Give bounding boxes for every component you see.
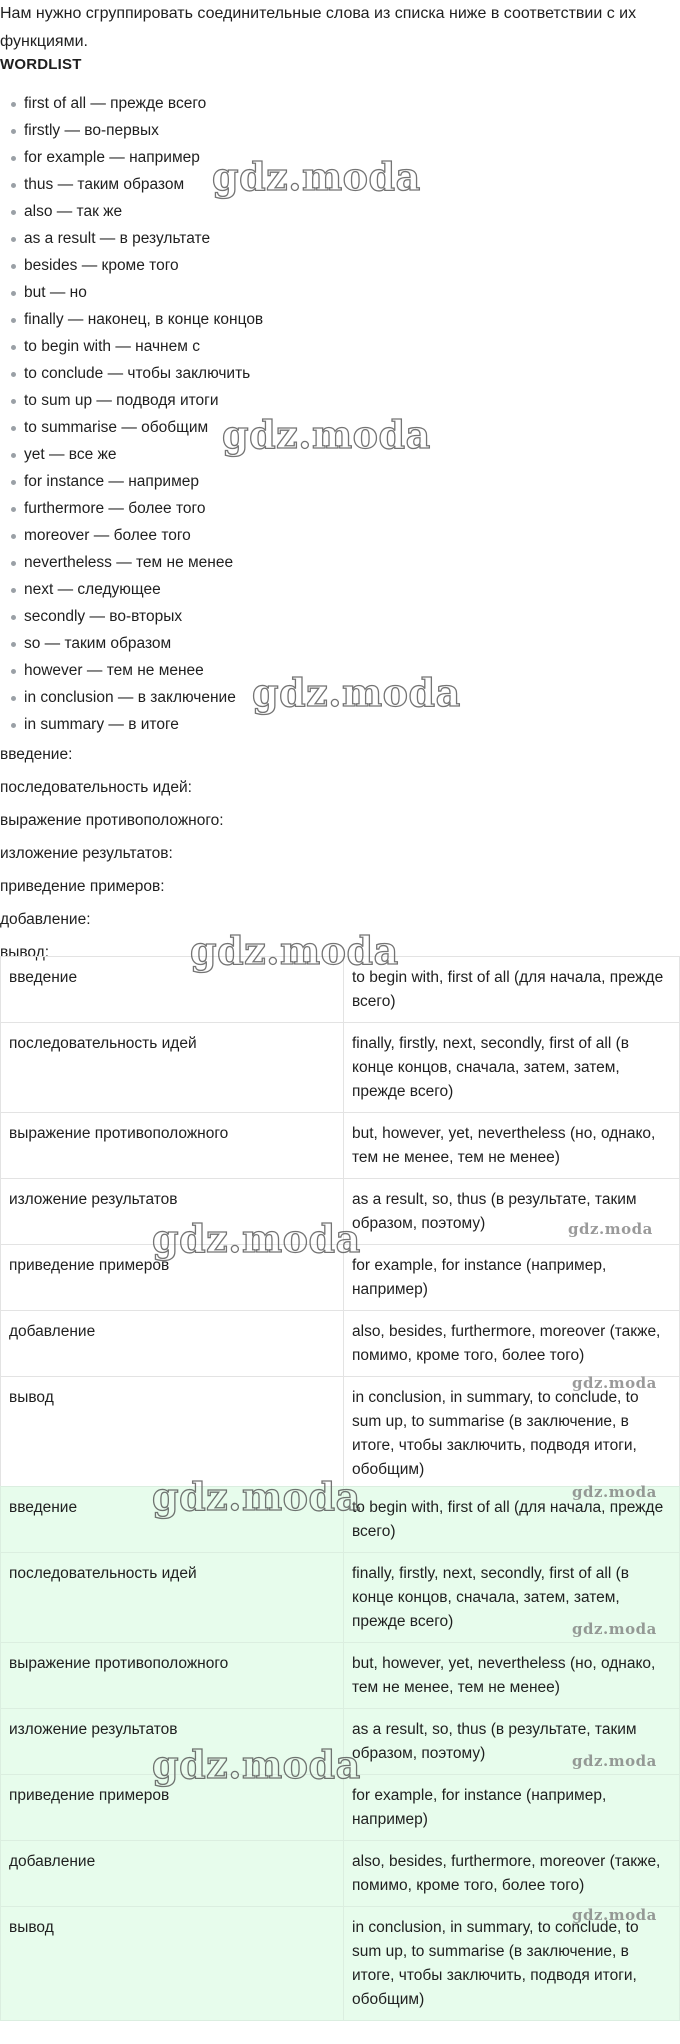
table-cell-function: последовательность идей xyxy=(1,1553,344,1643)
list-item: next — следующее xyxy=(0,576,680,603)
table-cell-words: also, besides, furthermore, moreover (также, помимо, кроме того, более того) xyxy=(344,1311,680,1377)
watermark-logo: gdz.moda xyxy=(212,154,421,199)
watermark-logo-small: gdz.moda xyxy=(572,1620,657,1638)
list-item: thus — таким образом xyxy=(0,171,680,198)
table-cell-function: приведение примеров xyxy=(1,1775,344,1841)
list-item: to begin with — начнем с xyxy=(0,333,680,360)
table-cell-words: also, besides, furthermore, moreover (также, помимо, кроме того, более того) xyxy=(344,1841,680,1907)
table-cell-words: for example, for instance (например, например) xyxy=(344,1775,680,1841)
table-cell-words: finally, firstly, next, secondly, first of all (в конце концов, сначала, затем, затем, прежде всего) xyxy=(344,1553,680,1643)
category-list xyxy=(0,738,680,969)
table-cell-function: добавление xyxy=(1,1841,344,1907)
answer-table-highlighted xyxy=(0,1486,680,2021)
table-row xyxy=(1,1311,680,1377)
list-item: moreover — более того xyxy=(0,522,680,549)
watermark-logo: gdz.moda xyxy=(190,928,399,973)
table-cell-function: добавление xyxy=(1,1311,344,1377)
table-cell-words: but, however, yet, nevertheless (но, однако, тем не менее, тем не менее) xyxy=(344,1643,680,1709)
watermark-logo: gdz.moda xyxy=(152,1216,361,1261)
list-item: to sum up — подводя итоги xyxy=(0,387,680,414)
list-item: nevertheless — тем не менее xyxy=(0,549,680,576)
category-label: выражение противоположного: xyxy=(0,812,224,829)
table-cell-function: введение xyxy=(1,957,344,1023)
table-cell-words: for example, for instance (например, например) xyxy=(344,1245,680,1311)
table-row xyxy=(1,1643,680,1709)
category-label: последовательность идей: xyxy=(0,779,192,796)
table-row xyxy=(1,1113,680,1179)
table-row xyxy=(1,957,680,1023)
table-cell-function: вывод xyxy=(1,1377,344,1491)
table-cell-words: as a result, so, thus (в результате, таким образом, поэтому) xyxy=(344,1709,680,1775)
category-label: введение: xyxy=(0,746,73,763)
table-row xyxy=(1,1553,680,1643)
table-cell-function: выражение противоположного xyxy=(1,1643,344,1709)
table-row xyxy=(1,1377,680,1491)
list-item: finally — наконец, в конце концов xyxy=(0,306,680,333)
category-label: вывод: xyxy=(0,944,50,961)
list-item: but — но xyxy=(0,279,680,306)
list-item: however — тем не менее xyxy=(0,657,680,684)
list-item: to conclude — чтобы заключить xyxy=(0,360,680,387)
category-label: приведение примеров: xyxy=(0,878,165,895)
table-row xyxy=(1,1709,680,1775)
watermark-logo-small: gdz.moda xyxy=(568,1220,653,1238)
watermark-logo-small: gdz.moda xyxy=(572,1374,657,1392)
watermark-logo: gdz.moda xyxy=(222,412,431,457)
list-item: secondly — во-вторых xyxy=(0,603,680,630)
table-cell-function: вывод xyxy=(1,1907,344,2021)
watermark-logo: gdz.moda xyxy=(252,670,461,715)
answer-table xyxy=(0,956,680,1491)
list-item: in conclusion — в заключение xyxy=(0,684,680,711)
table-cell-words: as a result, so, thus (в результате, таким образом, поэтому) xyxy=(344,1179,680,1245)
table-cell-words: in conclusion, in summary, to conclude, to sum up, to summarise (в заключение, в итоге, чтобы заключить, подводя итоги, обобщим) xyxy=(344,1377,680,1491)
table-cell-function: изложение результатов xyxy=(1,1179,344,1245)
table-row xyxy=(1,1841,680,1907)
table-cell-function: выражение противоположного xyxy=(1,1113,344,1179)
wordlist-heading: WORDLIST xyxy=(0,56,82,73)
list-item: to summarise — обобщим xyxy=(0,414,680,441)
wordlist xyxy=(0,90,680,738)
intro-text: Нам нужно сгруппировать соединительные слова из списка ниже в соответствии с их функциями. xyxy=(0,5,637,50)
table-row xyxy=(1,1907,680,2021)
table-cell-function: изложение результатов xyxy=(1,1709,344,1775)
table-cell-words: to begin with, first of all (для начала, прежде всего) xyxy=(344,957,680,1023)
watermark-logo-small: gdz.moda xyxy=(572,1752,657,1770)
list-item: firstly — во-первых xyxy=(0,117,680,144)
category-label: изложение результатов: xyxy=(0,845,173,862)
category-label: добавление: xyxy=(0,911,91,928)
list-item: yet — все же xyxy=(0,441,680,468)
list-item: as a result — в результате xyxy=(0,225,680,252)
table-cell-function: последовательность идей xyxy=(1,1023,344,1113)
table-row xyxy=(1,1023,680,1113)
list-item: furthermore — более того xyxy=(0,495,680,522)
table-cell-words: but, however, yet, nevertheless (но, однако, тем не менее, тем не менее) xyxy=(344,1113,680,1179)
table-row xyxy=(1,1775,680,1841)
list-item: for instance — например xyxy=(0,468,680,495)
table-row xyxy=(1,1487,680,1553)
list-item: for example — например xyxy=(0,144,680,171)
table-row xyxy=(1,1245,680,1311)
watermark-logo-small: gdz.moda xyxy=(572,1483,657,1501)
table-cell-function: приведение примеров xyxy=(1,1245,344,1311)
table-cell-function: введение xyxy=(1,1487,344,1553)
watermark-logo-small: gdz.moda xyxy=(572,1906,657,1924)
table-cell-words: to begin with, first of all (для начала, прежде всего) xyxy=(344,1487,680,1553)
list-item: so — таким образом xyxy=(0,630,680,657)
list-item: besides — кроме того xyxy=(0,252,680,279)
list-item: also — так же xyxy=(0,198,680,225)
table-cell-words: in conclusion, in summary, to conclude, to sum up, to summarise (в заключение, в итоге, чтобы заключить, подводя итоги, обобщим) xyxy=(344,1907,680,2021)
table-cell-words: finally, firstly, next, secondly, first of all (в конце концов, сначала, затем, затем, прежде всего) xyxy=(344,1023,680,1113)
list-item: first of all — прежде всего xyxy=(0,90,680,117)
table-row xyxy=(1,1179,680,1245)
list-item: in summary — в итоге xyxy=(0,711,680,738)
